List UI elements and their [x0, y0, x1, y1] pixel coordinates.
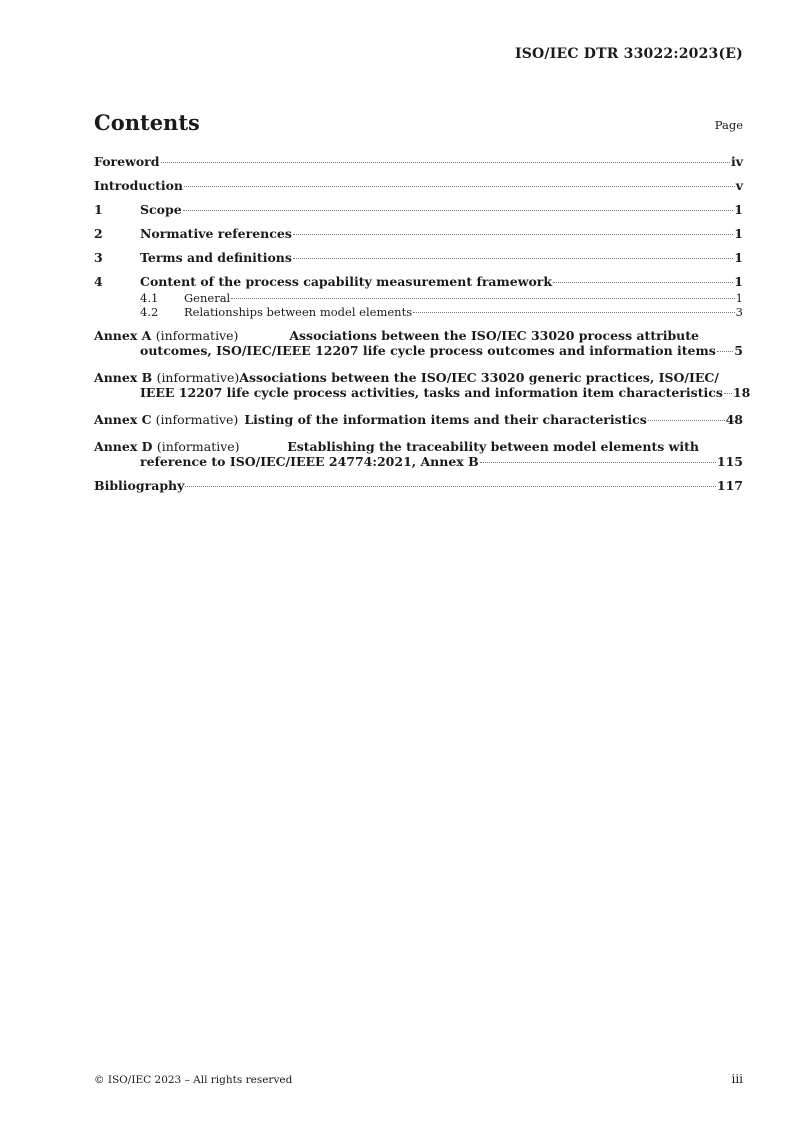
toc-entry-number: 4	[94, 274, 103, 289]
annex-title-line2: reference to ISO/IEC/IEEE 24774:2021, Annex B	[140, 454, 479, 469]
toc-entry-label: Content of the process capability measurement framework	[140, 274, 553, 289]
page-column-label: Page	[714, 118, 743, 132]
dot-leader	[293, 234, 733, 235]
toc-entry-page: 1	[734, 274, 743, 289]
toc-subentry-relationships[interactable]	[94, 305, 743, 325]
dot-leader	[185, 486, 716, 487]
toc-entry-label: Bibliography	[94, 478, 185, 493]
toc-entry-label: Relationships between model elements	[184, 305, 413, 319]
annex-note: (informative)	[155, 412, 239, 427]
annex-title-line2: outcomes, ISO/IEC/IEEE 12207 life cycle process outcomes and information items	[140, 343, 716, 358]
dot-leader	[413, 312, 735, 313]
dot-leader	[724, 393, 732, 394]
toc-entry-annex-c[interactable]	[94, 412, 743, 436]
annex-title-line1: Establishing the traceability between model elements with	[287, 439, 699, 454]
toc-entry-label: Foreword	[94, 154, 160, 169]
dot-leader	[231, 298, 734, 299]
toc-entry-page: 1	[734, 250, 743, 265]
dot-leader	[161, 162, 730, 163]
annex-note: (informative)	[156, 370, 240, 385]
document-id: ISO/IEC DTR 33022:2023(E)	[514, 46, 743, 62]
toc-entry-introduction[interactable]	[94, 178, 743, 202]
toc-entry-annex-a[interactable]	[94, 328, 743, 367]
toc-entry-number: 1	[94, 202, 103, 217]
annex-label: Annex A	[94, 328, 152, 343]
annex-label: Annex C	[94, 412, 152, 427]
toc-entry-foreword[interactable]	[94, 154, 743, 178]
dot-leader	[183, 210, 734, 211]
toc-entry-page: 1	[734, 226, 743, 241]
toc-entry-page: 48	[725, 412, 743, 427]
toc-entry-page: 117	[716, 478, 743, 493]
toc-entry-annex-d[interactable]	[94, 439, 743, 478]
toc-entry-annex-b[interactable]	[94, 370, 751, 409]
annex-note: (informative)	[156, 439, 240, 454]
toc-entry-label: General	[184, 291, 231, 305]
annex-title-line1: Listing of the information items and their characteristics	[244, 412, 647, 427]
toc-entry-page: 1	[734, 202, 743, 217]
toc-entry-scope[interactable]	[94, 202, 743, 226]
toc-entry-page: iv	[730, 154, 743, 169]
toc-entry-label: Introduction	[94, 178, 184, 193]
toc-entry-number: 4.1	[140, 291, 159, 305]
toc-entry-page: 1	[735, 291, 743, 305]
toc-entry-page: 5	[734, 343, 743, 358]
toc-entry-page: 18	[732, 385, 751, 400]
toc-subentry-general[interactable]	[94, 291, 743, 305]
annex-note: (informative)	[155, 328, 239, 343]
dot-leader	[648, 420, 725, 421]
dot-leader	[293, 258, 733, 259]
dot-leader	[717, 351, 734, 352]
page-number: iii	[731, 1072, 743, 1086]
toc-entry-terms-and-definitions[interactable]	[94, 250, 743, 274]
toc-entry-normative-references[interactable]	[94, 226, 743, 250]
toc-entry-label: Terms and definitions	[140, 250, 292, 265]
dot-leader	[184, 186, 735, 187]
toc-entry-page: 115	[716, 454, 743, 469]
toc-entry-page: v	[735, 178, 743, 193]
toc-entry-number: 3	[94, 250, 103, 265]
dot-leader	[553, 282, 733, 283]
toc-entry-number: 2	[94, 226, 103, 241]
toc-entry-page: 3	[735, 305, 743, 319]
toc-entry-bibliography[interactable]	[94, 478, 743, 502]
annex-title-line1: Associations between the ISO/IEC 33020 process attribute	[289, 328, 699, 343]
annex-title-line2: IEEE 12207 life cycle process activities, tasks and information item characteristics	[140, 385, 723, 400]
page-title: Contents	[94, 110, 200, 135]
annex-label: Annex B	[94, 370, 153, 385]
toc-entry-content-framework[interactable]	[94, 274, 743, 291]
annex-label: Annex D	[94, 439, 153, 454]
annex-title-line1: Associations between the ISO/IEC 33020 generic practices, ISO/IEC/	[239, 370, 719, 385]
copyright-notice: © ISO/IEC 2023 – All rights reserved	[94, 1074, 293, 1086]
table-of-contents	[94, 154, 751, 502]
dot-leader	[480, 462, 716, 463]
toc-entry-label: Normative references	[140, 226, 292, 241]
toc-entry-label: Scope	[140, 202, 182, 217]
toc-entry-number: 4.2	[140, 305, 159, 319]
